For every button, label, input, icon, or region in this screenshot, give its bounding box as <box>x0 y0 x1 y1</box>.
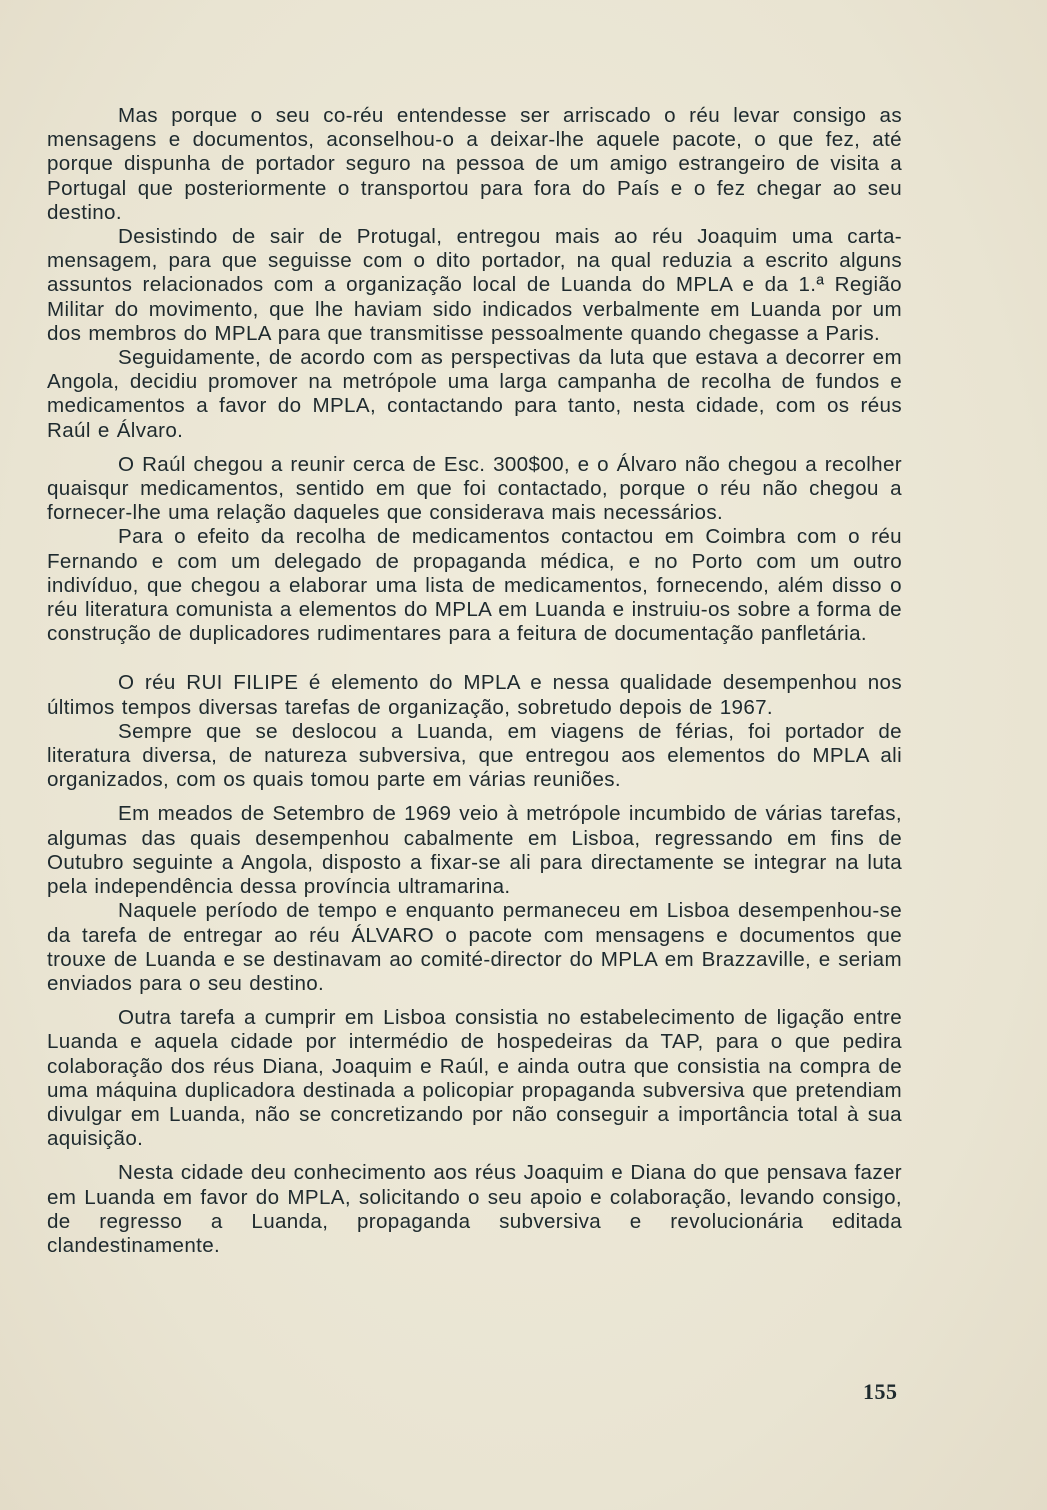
body-text <box>47 104 902 1258</box>
paragraph-8: Em meados de Setembro de 1969 veio à metrópole incumbido de várias tarefas, algumas das quais desempenhou cabalmente em Lisboa, regressando em fins de Outubro seguinte a Angola, disposto a fixar-se ali para directamente se integrar na luta pela independência dessa província ultramarina. <box>47 802 902 899</box>
paragraph-5: Para o efeito da recolha de medicamentos contactou em Coimbra com o réu Fernando e com um delegado de propaganda médica, e no Porto com um outro indivíduo, que chegou a elaborar uma lista de medicamentos, fornecendo, além disso o réu literatura comunista a elementos do MPLA em Luanda e instruiu-os sobre a forma de construção de duplicadores rudimentares para a feitura de documentação panfletária. <box>47 525 902 646</box>
paragraph-1: Mas porque o seu co-réu entendesse ser arriscado o réu levar consigo as mensagens e documentos, aconselhou-o a deixar-lhe aquele pacote, o que fez, até porque dispunha de portador seguro na pessoa de um amigo estrangeiro de visita a Portugal que posteriormente o transportou para fora do País e o fez chegar ao seu destino. <box>47 104 902 224</box>
paragraph-3: Seguidamente, de acordo com as perspectivas da luta que estava a decorrer em Angola, decidiu promover na metrópole uma larga campanha de recolha de fundos e medicamentos a favor do MPLA, contactando para tanto, nesta cidade, com os réus Raúl e Álvaro. <box>47 346 902 442</box>
paragraph-7: Sempre que se deslocou a Luanda, em viagens de férias, foi portador de literatura diversa, de natureza subversiva, que entregou aos elementos do MPLA ali organizados, com os quais tomou parte em várias reuniões. <box>47 719 902 792</box>
paragraph-6: O réu RUI FILIPE é elemento do MPLA e nessa qualidade desempenhou nos últimos tempos diversas tarefas de organização, sobretudo depois de 1967. <box>47 671 902 719</box>
paragraph-10: Outra tarefa a cumprir em Lisboa consistia no estabelecimento de ligação entre Luanda e aquela cidade por intermédio de hospedeiras da TAP, para o que pedira colaboração dos réus Diana, Joaquim e Raúl, e ainda outra que consistia na compra de uma máquina duplicadora destinada a policopiar propaganda subversiva que pretendiam divulgar em Luanda, não se concretizando por não conseguir a importância total à sua aquisição. <box>47 1006 902 1151</box>
paragraph-11: Nesta cidade deu conhecimento aos réus Joaquim e Diana do que pensava fazer em Luanda em favor do MPLA, solicitando o seu apoio e colaboração, levando consigo, de regresso a Luanda, propaganda subversiva e revolucionária editada clandestinamente. <box>47 1161 902 1257</box>
paragraph-2: Desistindo de sair de Protugal, entregou mais ao réu Joaquim uma carta-mensagem, para que seguisse com o dito portador, na qual reduzia a escrito alguns assuntos relacionados com a organização local de Luanda do MPLA e da 1.ª Região Militar do movimento, que lhe haviam sido indicados verbalmente em Luanda por um dos membros do MPLA para que transmitisse pessoalmente quando chegasse a Paris. <box>47 225 902 345</box>
page-number: 155 <box>863 1379 898 1404</box>
paragraph-9: Naquele período de tempo e enquanto permaneceu em Lisboa desempenhou-se da tarefa de entregar ao réu ÁLVARO o pacote com mensagens e documentos que trouxe de Luanda e se destinavam ao comité-director do MPLA em Brazzaville, e seriam enviados para o seu destino. <box>47 899 902 995</box>
paragraph-4: O Raúl chegou a reunir cerca de Esc. 300$00, e o Álvaro não chegou a recolher quaisqur medicamentos, sentido em que foi contactado, porque o réu não chegou a fornecer-lhe uma relação daqueles que considerava mais necessários. <box>47 452 902 525</box>
